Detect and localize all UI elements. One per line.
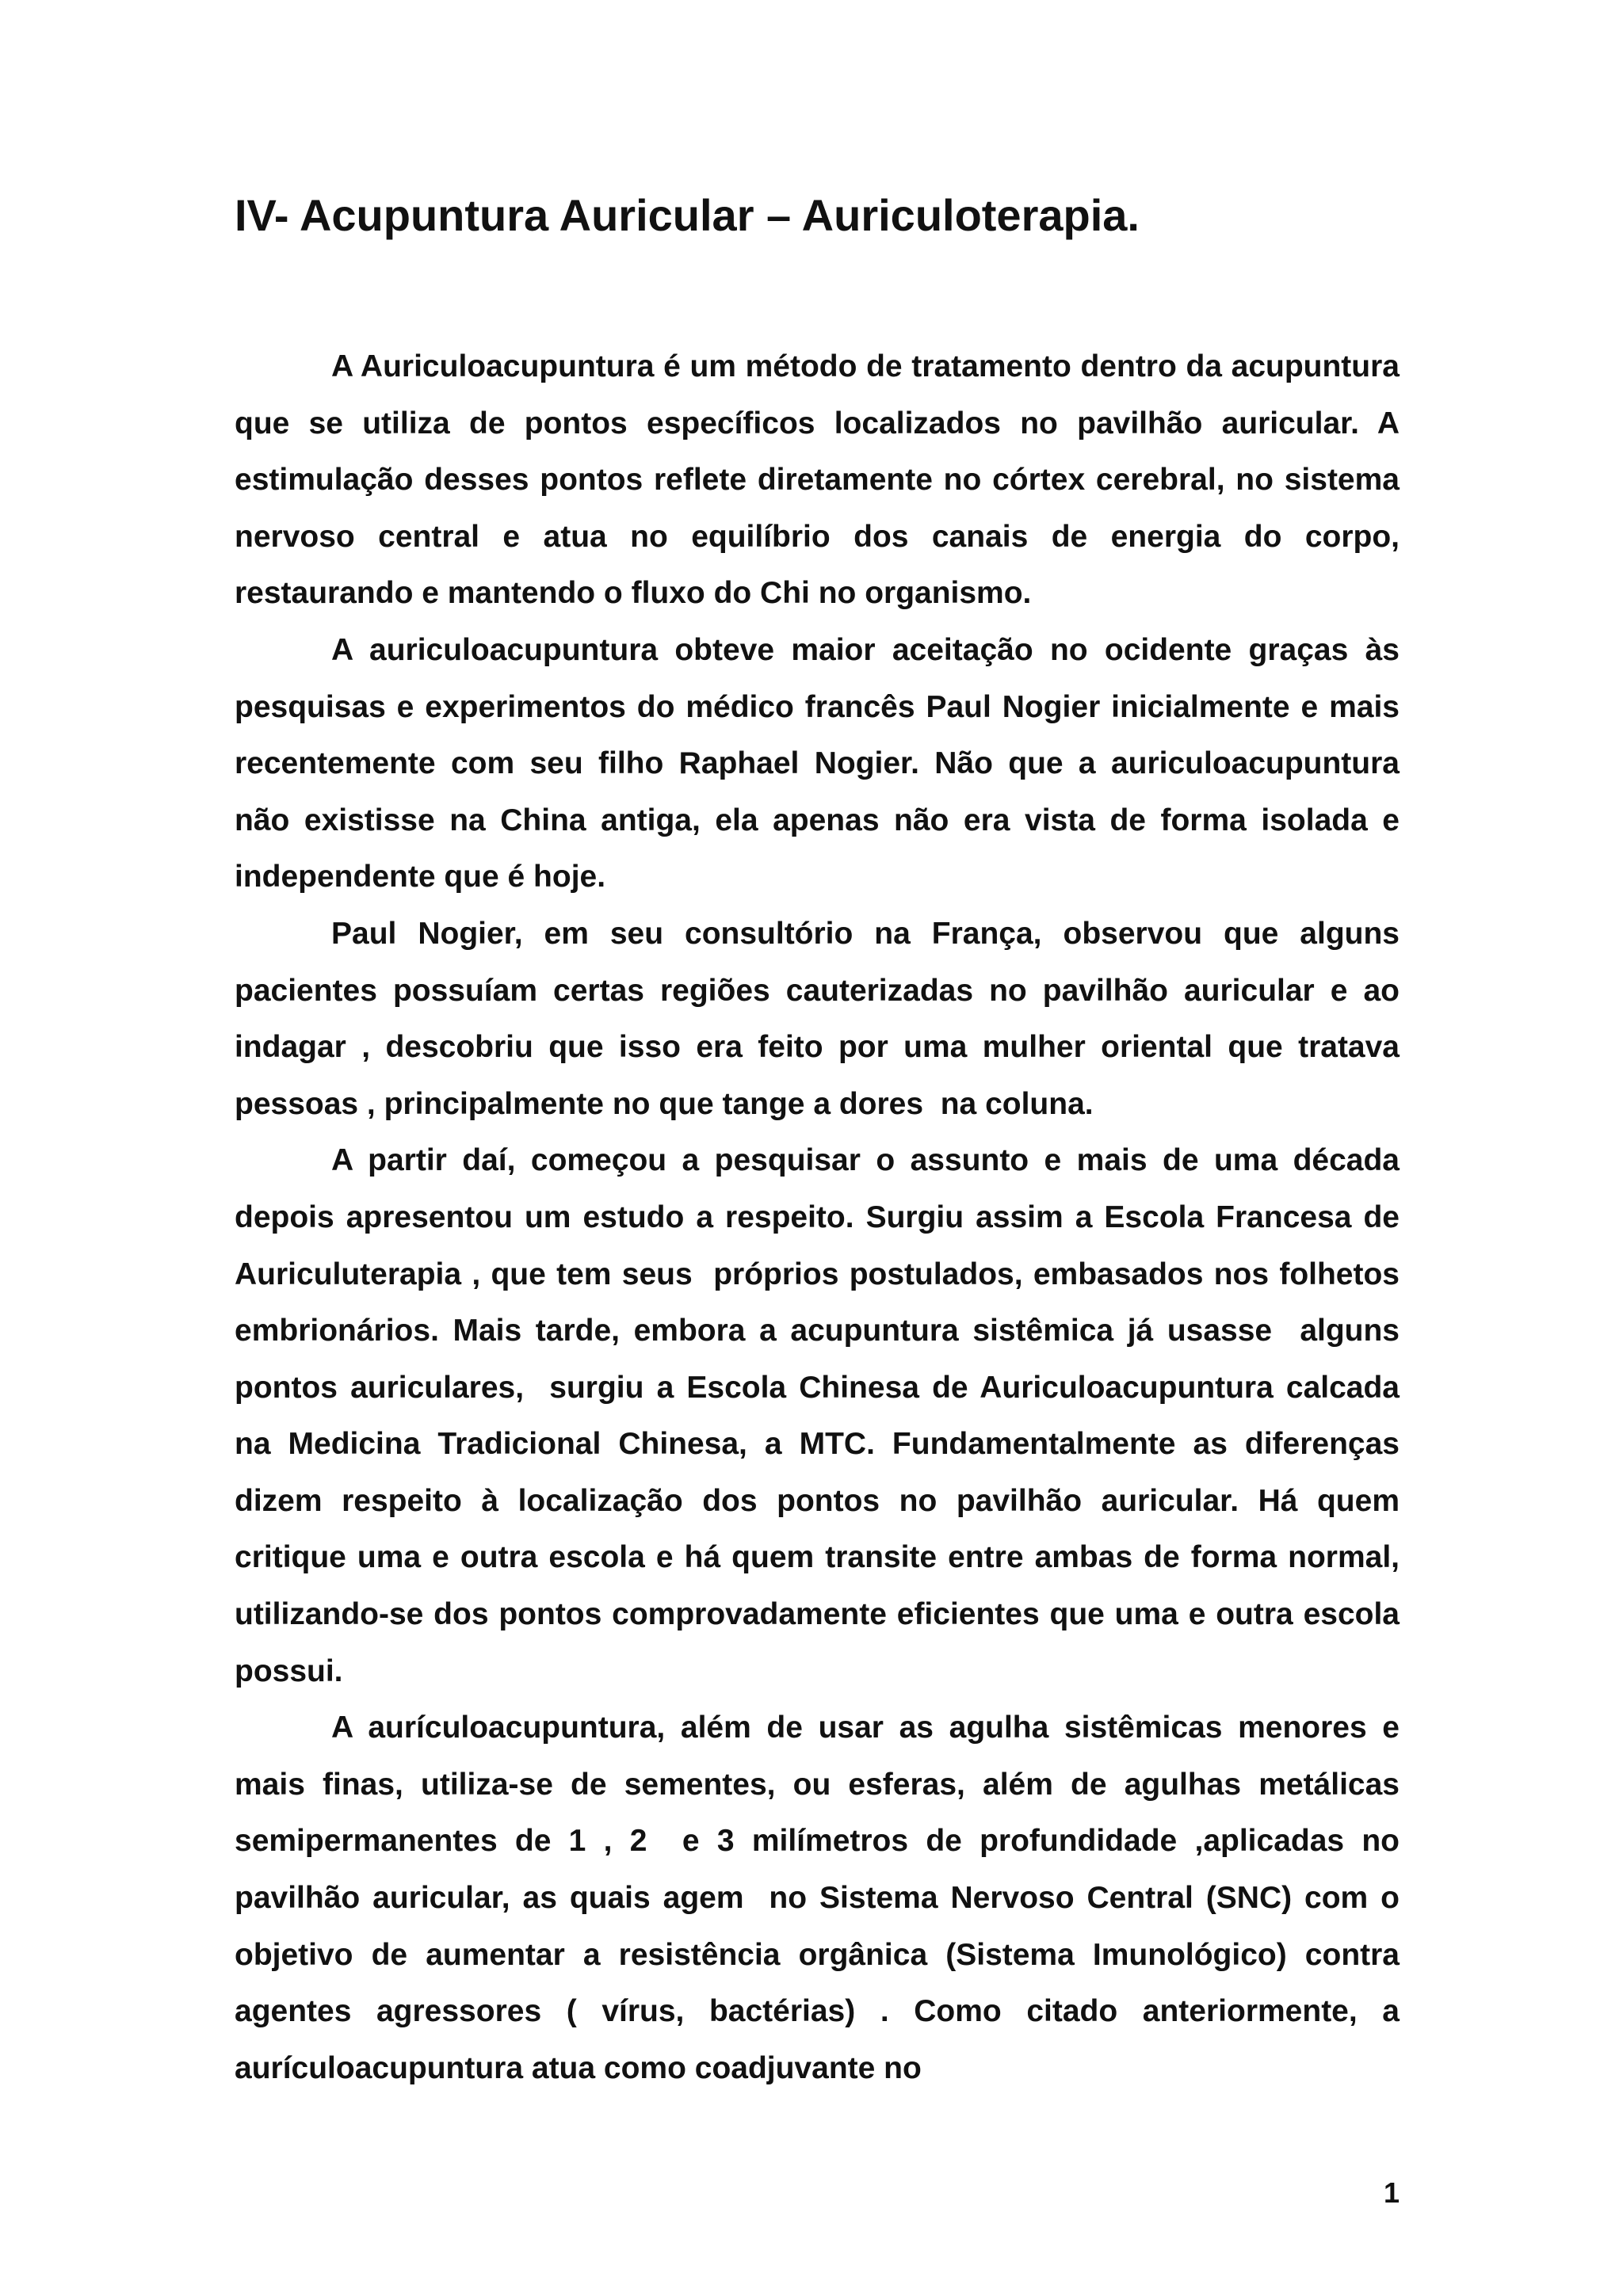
paragraph-4: A partir daí, começou a pesquisar o assunto e mais de uma década depois apresentou um estudo a respeito. Surgiu assim a Escola Francesa de Auriculuterapia , que tem seus próprios postulados, embasados nos folhetos embrionários. Mais tarde, embora a acupuntura sistêmica já usasse alguns pontos auriculares, surgiu a Escola Chinesa de Auriculoacupuntura calcada na Medicina Tradicional Chinesa, a MTC. Fundamentalmente as diferenças dizem respeito à localização dos pontos no pavilhão auricular. Há quem critique uma e outra escola e há quem transite entre ambas de forma normal, utilizando-se dos pontos comprovadamente eficientes que uma e outra escola possui. [235, 1143, 1408, 1688]
paragraph-2: A auriculoacupuntura obteve maior aceitação no ocidente graças às pesquisas e experimentos do médico francês Paul Nogier inicialmente e mais recentemente com seu filho Raphael Nogier. Não que a auriculoacupuntura não existisse na China antiga, ela apenas não era vista de forma isolada e independente que é hoje. [235, 632, 1408, 894]
document-body [235, 338, 1408, 2096]
paragraph-1: A Auriculoacupuntura é um método de tratamento dentro da acupuntura que se utiliza de pontos específicos localizados no pavilhão auricular. A estimulação desses pontos reflete diretamente no córtex cerebral, no sistema nervoso central e atua no equilíbrio dos canais de energia do corpo, restaurando e mantendo o fluxo do Chi no organismo. [235, 349, 1408, 611]
paragraph-5: A aurículoacupuntura, além de usar as agulha sistêmicas menores e mais finas, utiliza-se de sementes, ou esferas, além de agulhas metálicas semipermanentes de 1 , 2 e 3 milímetros de profundidade ,aplicadas no pavilhão auricular, as quais agem no Sistema Nervoso Central (SNC) com o objetivo de aumentar a resistência orgânica (Sistema Imunológico) contra agentes agressores ( vírus, bactérias) . Como citado anteriormente, a aurículoacupuntura atua como coadjuvante no [235, 1711, 1408, 2085]
document-title: IV- Acupuntura Auricular – Auriculoterapia. [235, 190, 1140, 240]
paragraph-3: Paul Nogier, em seu consultório na França, observou que alguns pacientes possuíam certas regiões cauterizadas no pavilhão auricular e ao indagar , descobriu que isso era feito por uma mulher oriental que tratava pessoas , principalmente no que tange a dores na coluna. [235, 916, 1408, 1121]
page-number: 1 [1383, 2176, 1400, 2209]
